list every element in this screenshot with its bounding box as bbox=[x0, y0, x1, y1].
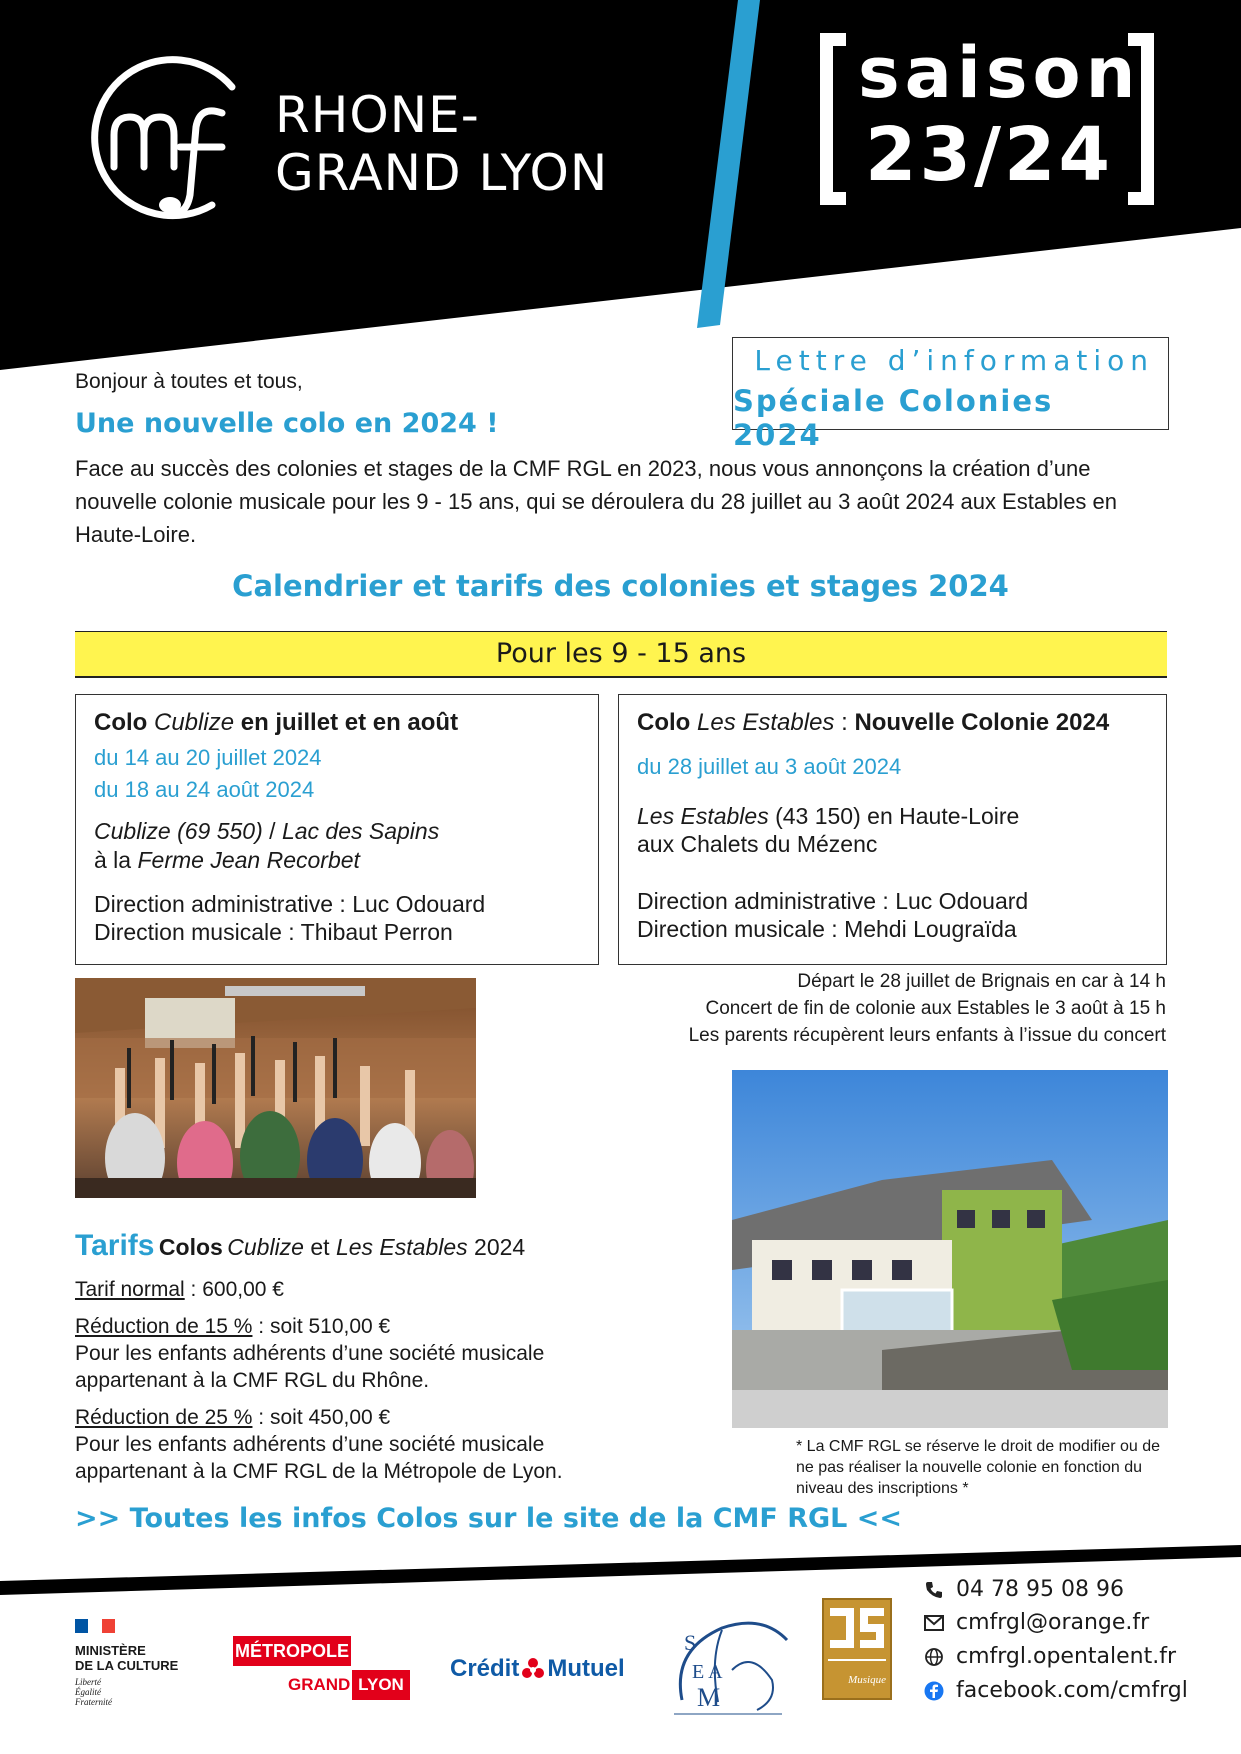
tarif-heading-and: et bbox=[303, 1234, 336, 1260]
phone-icon bbox=[924, 1580, 944, 1600]
credit-mutuel-icon bbox=[521, 1657, 545, 1681]
tarif-normal-value: : 600,00 € bbox=[184, 1278, 284, 1301]
colo-title-prefix: Colo bbox=[637, 709, 697, 736]
credit-word: Crédit bbox=[450, 1655, 520, 1682]
svg-text:M: M bbox=[697, 1683, 721, 1712]
colo-title-place: Les Estables bbox=[697, 709, 835, 736]
tarif-r15-desc: Pour les enfants adhérents d’une société musicale appartenant à la CMF RGL du Rhône. bbox=[75, 1342, 545, 1392]
ministere-name-2: DE LA CULTURE bbox=[75, 1658, 179, 1673]
colo-estables-place-2: aux Chalets du Mézenc bbox=[637, 831, 878, 857]
cmf-logo-icon bbox=[82, 55, 257, 230]
colo-estables-box bbox=[618, 694, 1167, 965]
tarif-reduction-25 bbox=[75, 1404, 715, 1431]
seam-logo-icon bbox=[662, 1610, 797, 1720]
contact-facebook[interactable] bbox=[924, 1678, 1188, 1703]
place-town: Cublize (69 550) bbox=[94, 818, 263, 844]
credit-mutuel-logo bbox=[450, 1652, 635, 1686]
place-prefix: à la bbox=[94, 847, 138, 873]
colo-estables-dir-music: Direction musicale : Mehdi Lougraïda bbox=[637, 916, 1017, 942]
colo-estables-date: du 28 juillet au 3 août 2024 bbox=[637, 754, 902, 779]
colo-cublize-date-1: du 14 au 20 juillet 2024 bbox=[94, 745, 322, 770]
svg-text:E A: E A bbox=[692, 1661, 723, 1683]
ministere-motto-2: Égalité bbox=[75, 1687, 101, 1697]
colo-cublize-box bbox=[75, 694, 599, 965]
season-label: saison bbox=[858, 32, 1141, 114]
contact-phone[interactable] bbox=[924, 1577, 1124, 1602]
colo-estables-title bbox=[637, 709, 1109, 737]
js-mark-icon bbox=[824, 1600, 890, 1670]
headline: Une nouvelle colo en 2024 ! bbox=[75, 408, 499, 439]
colo-title-prefix: Colo bbox=[94, 709, 154, 736]
tarif-normal-label: Tarif normal bbox=[75, 1278, 185, 1301]
place-region: (43 150) en Haute-Loire bbox=[768, 803, 1020, 829]
tarif-heading-cublize: Cublize bbox=[227, 1234, 304, 1260]
colo-cublize-place-2 bbox=[94, 846, 360, 875]
cta-link[interactable]: >> Toutes les infos Colos sur le site de la CMF RGL << bbox=[75, 1503, 903, 1534]
place-lake: Lac des Sapins bbox=[281, 818, 440, 844]
trip-concert: Concert de fin de colonie aux Estables le 3 août à 15 h bbox=[705, 998, 1166, 1019]
js-musique-text: Musique bbox=[848, 1674, 886, 1686]
globe-icon bbox=[924, 1647, 944, 1667]
greeting: Bonjour à toutes et tous, bbox=[75, 370, 303, 393]
disclaimer: * La CMF RGL se réserve le droit de modifier ou de ne pas réaliser la nouvelle colonie en fonction du niveau des inscriptions * bbox=[796, 1438, 1161, 1497]
ministere-motto-1: Liberté bbox=[75, 1677, 101, 1687]
tarif-r15-value: : soit 510,00 € bbox=[252, 1315, 391, 1338]
svg-text:S: S bbox=[684, 1630, 697, 1655]
metropole-label: MÉTROPOLE bbox=[233, 1636, 351, 1666]
newsletter-title: Lettre d’information bbox=[754, 344, 1154, 377]
intro-paragraph: Face au succès des colonies et stages de la CMF RGL en 2023, nous vous annonçons la création d’une nouvelle colonie musicale pour les 9 - 15 ans, qui se déroulera du 28 juillet au 3 août 2024 aux Estables en Haute-Loire. bbox=[75, 456, 1118, 547]
tarif-r25-value: : soit 450,00 € bbox=[252, 1406, 391, 1429]
tarif-normal bbox=[75, 1276, 715, 1303]
tarif-heading-main: Tarifs bbox=[75, 1229, 155, 1262]
contact-website[interactable] bbox=[924, 1644, 1176, 1669]
tarif-heading-estables: Les Estables bbox=[335, 1234, 468, 1260]
facebook-url: facebook.com/cmfrgl bbox=[956, 1678, 1188, 1703]
trip-info bbox=[689, 968, 1166, 1049]
tarif-heading-colos: Colos bbox=[158, 1234, 223, 1260]
facebook-icon bbox=[924, 1681, 944, 1701]
chalet-photo bbox=[732, 1070, 1168, 1428]
season-bracket-left bbox=[820, 33, 846, 205]
newsletter-subtitle: Spéciale Colonies 2024 bbox=[733, 384, 1054, 452]
ministere-name-1: MINISTÈRE bbox=[75, 1643, 146, 1658]
metropole-grand: GRAND bbox=[288, 1675, 351, 1694]
tarif-r25-label: Réduction de 25 % bbox=[75, 1406, 253, 1429]
colo-cublize-place-1 bbox=[94, 817, 439, 846]
tarif-r25-desc: Pour les enfants adhérents d’une société musicale appartenant à la CMF RGL de la Métropole de Lyon. bbox=[75, 1433, 563, 1483]
website-url: cmfrgl.opentalent.fr bbox=[956, 1644, 1177, 1669]
ministere-culture-logo bbox=[75, 1618, 215, 1708]
tarif-r15-label: Réduction de 15 % bbox=[75, 1315, 253, 1338]
place-separator: / bbox=[262, 818, 282, 844]
french-flag-icon bbox=[75, 1619, 115, 1633]
metropole-lyon: LYON bbox=[352, 1670, 410, 1700]
mutuel-word: Mutuel bbox=[547, 1655, 625, 1682]
tarif-heading bbox=[75, 1229, 525, 1263]
trip-departure: Départ le 28 juillet de Brignais en car à 14 h bbox=[797, 971, 1166, 992]
ministere-motto-3: Fraternité bbox=[75, 1697, 112, 1707]
mail-icon bbox=[924, 1615, 944, 1631]
colo-cublize-date-2: du 18 au 24 août 2024 bbox=[94, 777, 315, 802]
colo-cublize-title bbox=[94, 709, 458, 737]
colo-cublize-dir-admin: Direction administrative : Luc Odouard bbox=[94, 891, 486, 917]
tarif-heading-year: 2024 bbox=[467, 1234, 526, 1260]
season-year: 23/24 bbox=[865, 112, 1113, 198]
colo-cublize-dir-music: Direction musicale : Thibaut Perron bbox=[94, 919, 453, 945]
colo-title-suffix: en juillet et en août bbox=[234, 709, 459, 736]
metropole-lyon-logo bbox=[233, 1636, 411, 1702]
contact-email[interactable] bbox=[924, 1610, 1149, 1635]
org-name-line1: RHONE- bbox=[275, 86, 480, 144]
newsletter-box bbox=[732, 337, 1169, 452]
phone-number: 04 78 95 08 96 bbox=[956, 1577, 1124, 1602]
colo-title-place: Cublize bbox=[154, 709, 235, 736]
colo-estables-dir-admin: Direction administrative : Luc Odouard bbox=[637, 888, 1029, 914]
colo-title-new: Nouvelle Colonie 2024 bbox=[854, 709, 1110, 736]
place-farm: Ferme Jean Recorbet bbox=[137, 847, 360, 873]
email-address: cmfrgl@orange.fr bbox=[956, 1610, 1150, 1635]
orchestra-photo bbox=[75, 978, 476, 1198]
colo-title-colon: : bbox=[834, 709, 855, 736]
tarif-list bbox=[75, 1276, 715, 1485]
org-name-line2: GRAND LYON bbox=[275, 144, 609, 202]
tarif-reduction-15 bbox=[75, 1313, 715, 1340]
age-band: Pour les 9 - 15 ans bbox=[75, 631, 1167, 678]
trip-pickup: Les parents récupèrent leurs enfants à l’issue du concert bbox=[688, 1025, 1166, 1046]
calendar-title: Calendrier et tarifs des colonies et stages 2024 bbox=[232, 569, 1009, 603]
place-town: Les Estables bbox=[637, 803, 769, 829]
colo-estables-place-1 bbox=[637, 802, 1019, 831]
js-musique-logo bbox=[822, 1598, 892, 1700]
